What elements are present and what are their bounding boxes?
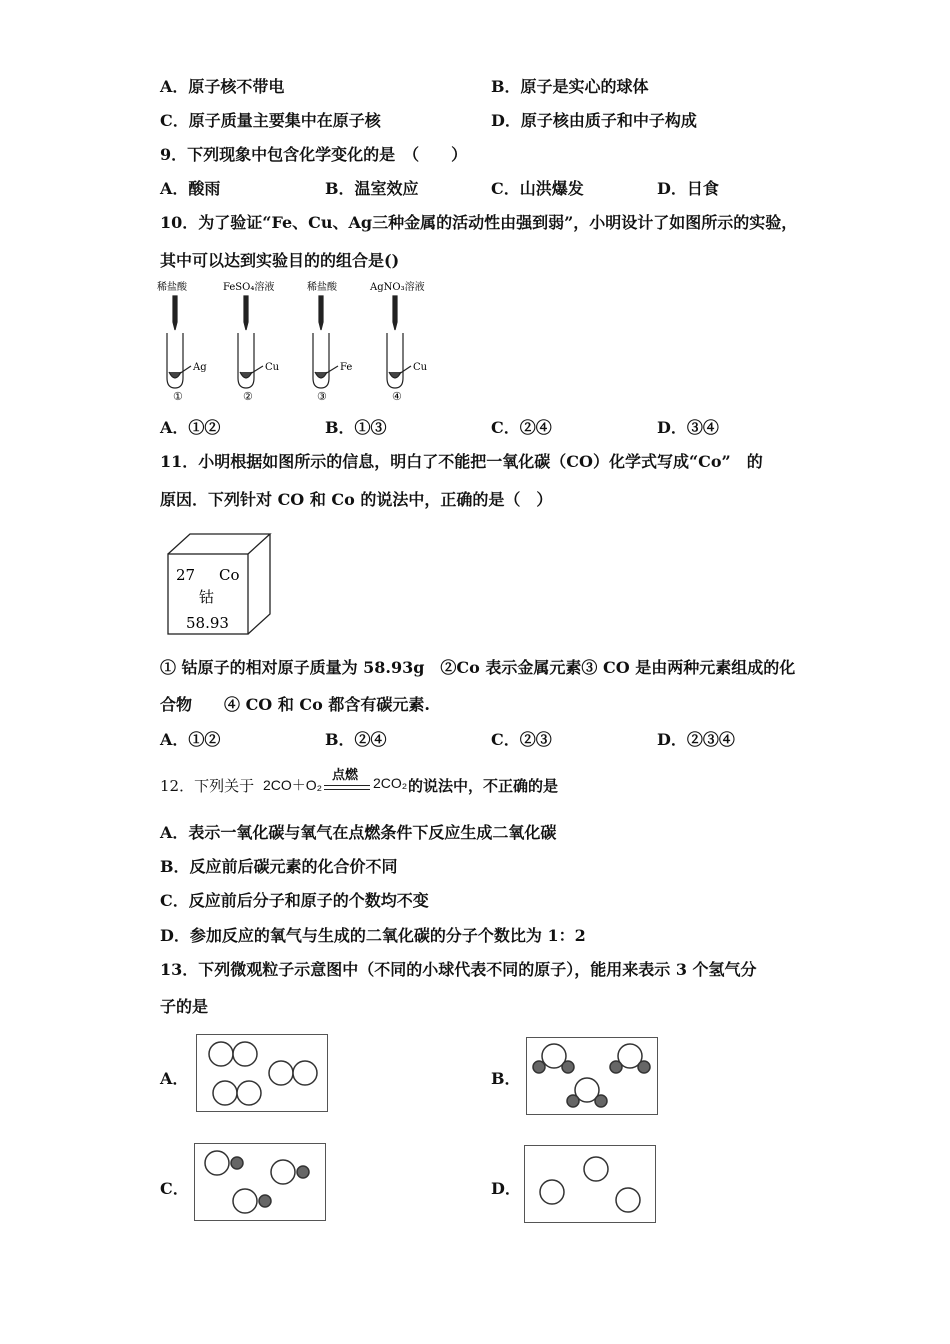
q11-stem-line2: 原因．下列针对 CO 和 Co 的说法中，正确的是（ ） bbox=[160, 490, 553, 509]
q10-stem-line2: 其中可以达到实验目的的组合是() bbox=[160, 251, 400, 270]
q9-option-a[interactable]: A．酸雨 bbox=[160, 179, 221, 198]
q11-option-c[interactable]: C．②③ bbox=[491, 730, 552, 749]
q13-option-c-label[interactable]: C． bbox=[160, 1179, 189, 1198]
q9-option-b[interactable]: B．温室效应 bbox=[325, 179, 419, 198]
q12-option-a[interactable]: A．表示一氧化碳与氧气在点燃条件下反应生成二氧化碳 bbox=[160, 823, 557, 842]
q12-prefix: 12．下列关于 bbox=[160, 777, 255, 795]
element-atomic-number: 27 bbox=[176, 566, 196, 584]
tube-1-metal: Ag bbox=[193, 362, 207, 373]
test-tube-4 bbox=[369, 280, 428, 403]
q11-option-d[interactable]: D．②③④ bbox=[657, 730, 735, 749]
q13-stem-line1: 13．下列微观粒子示意图中（不同的小球代表不同的原子），能用来表示 3 个氢气分 bbox=[160, 960, 757, 979]
q12-stem bbox=[160, 764, 640, 804]
tube-2-reagent: FeSO₄溶液 bbox=[223, 282, 275, 293]
tube-1-reagent: 稀盐酸 bbox=[157, 282, 187, 293]
tube-2-metal: Cu bbox=[265, 362, 280, 373]
q13-stem-line2: 子的是 bbox=[160, 997, 209, 1016]
q13-option-d-label[interactable]: D． bbox=[491, 1179, 521, 1198]
q13-option-a-diagram[interactable] bbox=[196, 1034, 328, 1112]
tube-4-metal: Cu bbox=[413, 362, 428, 373]
q10-option-d[interactable]: D．③④ bbox=[657, 418, 719, 437]
equation-left: 2CO＋O₂ bbox=[263, 777, 323, 793]
q13-option-b-label[interactable]: B． bbox=[491, 1069, 521, 1088]
element-atomic-mass: 58.93 bbox=[186, 614, 229, 632]
q12-suffix: 的说法中，不正确的是 bbox=[408, 777, 559, 795]
q9-option-c[interactable]: C．山洪爆发 bbox=[491, 179, 584, 198]
tube-4-reagent: AgNO₃溶液 bbox=[370, 282, 425, 293]
q9-option-d[interactable]: D．日食 bbox=[657, 179, 719, 198]
tube-4-number: ④ bbox=[392, 390, 402, 403]
equation-right: 2CO₂ bbox=[373, 775, 408, 791]
cobalt-element-card bbox=[166, 532, 278, 640]
q11-statements-line1: ① 钴原子的相对原子质量为 58.93g ②Co 表示金属元素③ CO 是由两种元素组成的化 bbox=[160, 658, 796, 677]
q11-stem-line1: 11．小明根据如图所示的信息，明白了不能把一氧化碳（CO）化学式写成“Co” 的 bbox=[160, 452, 763, 471]
q11-option-a[interactable]: A．①② bbox=[160, 730, 221, 749]
q12-option-c[interactable]: C．反应前后分子和原子的个数均不变 bbox=[160, 891, 429, 910]
q11-statements-line2: 合物 ④ CO 和 Co 都含有碳元素. bbox=[160, 695, 430, 714]
tube-2-number: ② bbox=[243, 390, 253, 403]
q13-option-b-diagram[interactable] bbox=[526, 1037, 658, 1115]
q10-option-b[interactable]: B．①③ bbox=[325, 418, 387, 437]
tube-3-metal: Fe bbox=[340, 362, 353, 373]
q10-test-tube-figure bbox=[155, 278, 455, 406]
q12-option-b[interactable]: B．反应前后碳元素的化合价不同 bbox=[160, 857, 398, 876]
q10-stem-line1: 10．为了验证“Fe、Cu、Ag三种金属的活动性由强到弱”，小明设计了如图所示的实验， bbox=[160, 213, 798, 232]
q11-option-b[interactable]: B．②④ bbox=[325, 730, 387, 749]
q8-option-a[interactable]: A．原子核不带电 bbox=[160, 77, 285, 96]
tube-3-number: ③ bbox=[317, 390, 327, 403]
q13-option-d-diagram[interactable] bbox=[524, 1145, 656, 1223]
q10-option-c[interactable]: C．②④ bbox=[491, 418, 552, 437]
q8-option-b[interactable]: B．原子是实心的球体 bbox=[491, 77, 649, 96]
q13-option-c-diagram[interactable] bbox=[194, 1143, 326, 1221]
q10-option-a[interactable]: A．①② bbox=[160, 418, 221, 437]
tube-3-reagent: 稀盐酸 bbox=[307, 282, 337, 293]
q12-option-d[interactable]: D．参加反应的氧气与生成的二氧化碳的分子个数比为 1：2 bbox=[160, 926, 586, 945]
equation-condition: 点燃 bbox=[332, 768, 359, 783]
element-name: 钴 bbox=[199, 588, 215, 606]
q8-option-d[interactable]: D．原子核由质子和中子构成 bbox=[491, 111, 697, 130]
q13-option-a-label[interactable]: A． bbox=[160, 1069, 189, 1088]
q9-stem: 9．下列现象中包含化学变化的是 （ ） bbox=[160, 145, 468, 164]
element-symbol: Co bbox=[219, 566, 240, 584]
equation-equals-sign bbox=[324, 785, 370, 790]
q8-option-c[interactable]: C．原子质量主要集中在原子核 bbox=[160, 111, 381, 130]
tube-1-number: ① bbox=[173, 390, 183, 403]
test-tube-2 bbox=[223, 280, 280, 403]
